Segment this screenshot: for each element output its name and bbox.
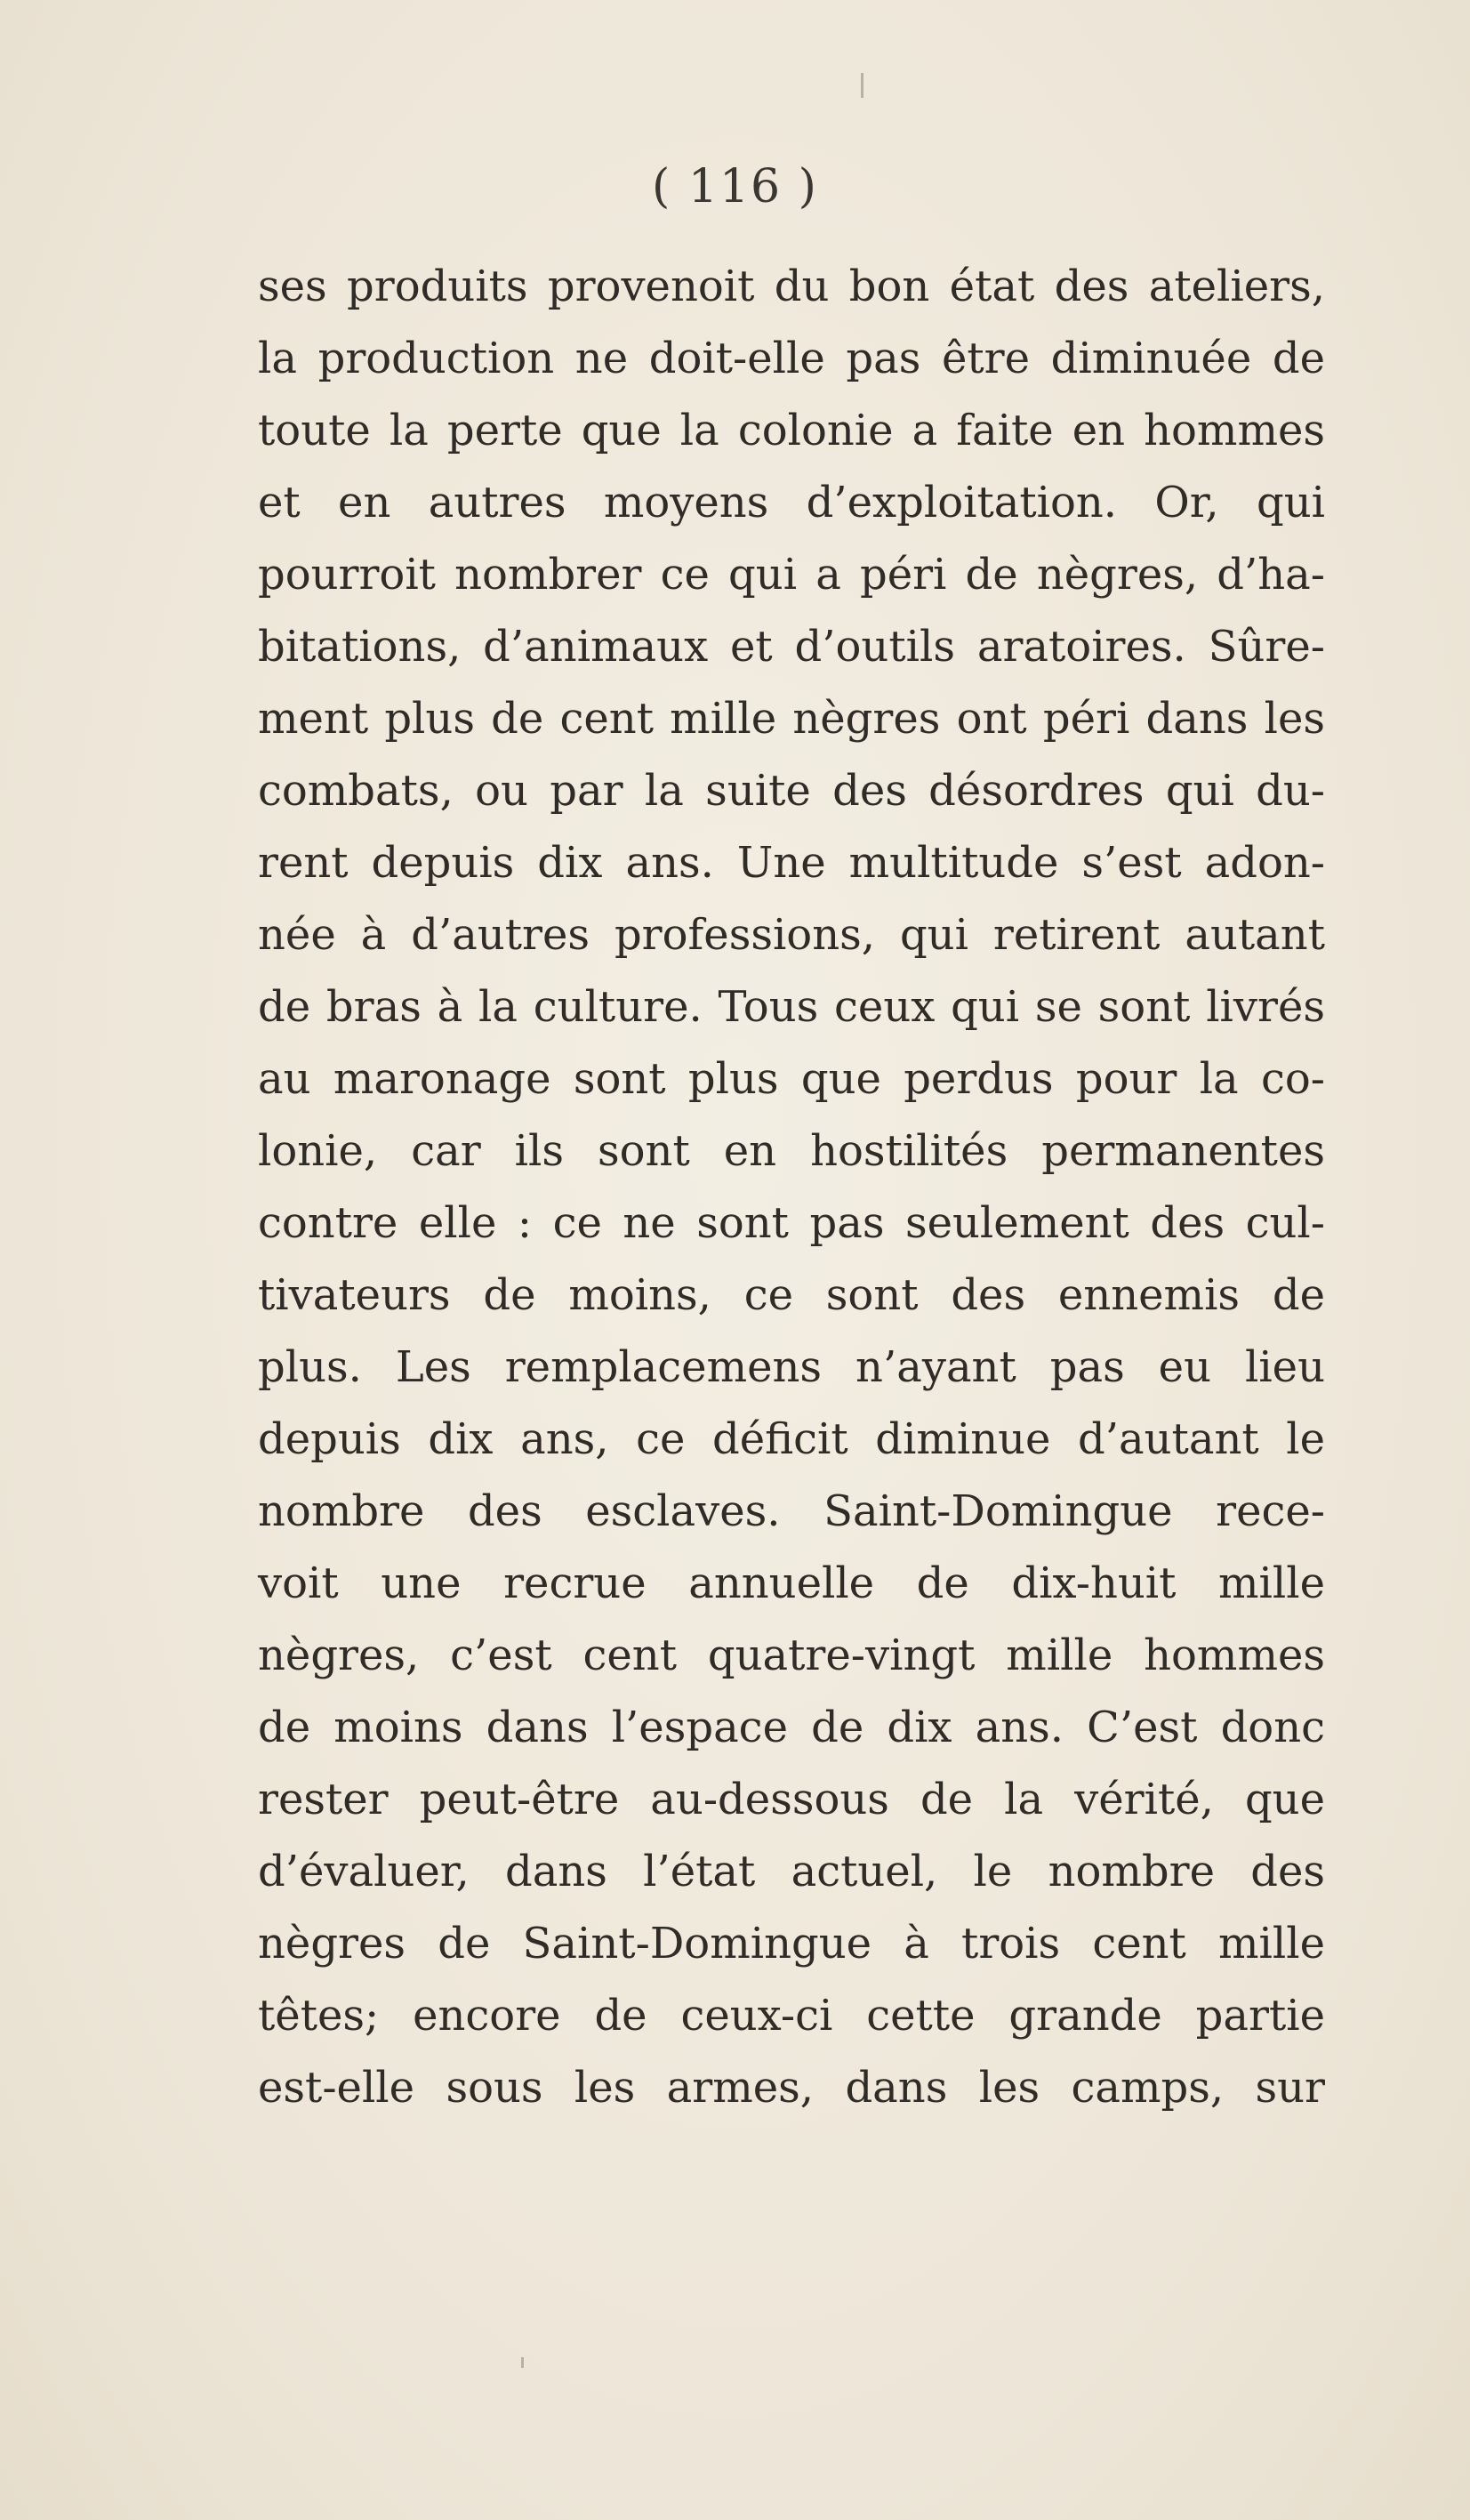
text-line: ment plus de cent mille nègres ont péri dans les — [258, 694, 1325, 744]
text-line: contre elle : ce ne sont pas seulement des cul- — [258, 1198, 1325, 1248]
text-line: lonie, car ils sont en hostilités permanentes — [258, 1126, 1325, 1176]
text-line: de bras à la culture. Tous ceux qui se sont livrés — [258, 982, 1325, 1032]
text-line: nègres, c’est cent quatre-vingt mille hommes — [258, 1630, 1325, 1680]
text-line: née à d’autres professions, qui retirent autant — [258, 910, 1325, 960]
text-line: plus. Les remplacemens n’ayant pas eu lieu — [258, 1342, 1325, 1392]
text-line: toute la perte que la colonie a faite en hommes — [258, 406, 1325, 455]
text-line: rent depuis dix ans. Une multitude s’est adon- — [258, 838, 1325, 888]
text-line: de moins dans l’espace de dix ans. C’est donc — [258, 1703, 1325, 1752]
text-line: au maronage sont plus que perdus pour la co- — [258, 1054, 1325, 1104]
text-line: rester peut-être au-dessous de la vérité, que — [258, 1775, 1325, 1824]
paper-speck — [521, 2357, 524, 2368]
text-line: d’évaluer, dans l’état actuel, le nombre des — [258, 1847, 1325, 1896]
text-line: nègres de Saint-Domingue à trois cent mille — [258, 1919, 1325, 1968]
paper-speck — [861, 73, 864, 98]
text-line: et en autres moyens d’exploitation. Or, qui — [258, 478, 1325, 527]
text-line: bitations, d’animaux et d’outils aratoires. Sûre- — [258, 622, 1325, 672]
text-line: voit une recrue annuelle de dix-huit mille — [258, 1558, 1325, 1608]
text-line: pourroit nombrer ce qui a péri de nègres, d’ha- — [258, 550, 1325, 600]
page-number: ( 116 ) — [652, 160, 818, 213]
text-line: ses produits provenoit du bon état des ateliers, — [258, 262, 1325, 311]
body-text — [258, 251, 1325, 2124]
text-line: tivateurs de moins, ce sont des ennemis de — [258, 1270, 1325, 1320]
text-line: est-elle sous les armes, dans les camps, sur — [258, 2063, 1325, 2113]
text-line: la production ne doit-elle pas être diminuée de — [258, 334, 1325, 383]
text-line: combats, ou par la suite des désordres qui du- — [258, 766, 1325, 816]
text-line: nombre des esclaves. Saint-Domingue rece- — [258, 1486, 1325, 1536]
text-line: depuis dix ans, ce déficit diminue d’autant le — [258, 1414, 1325, 1464]
text-line: têtes; encore de ceux-ci cette grande partie — [258, 1991, 1325, 2041]
